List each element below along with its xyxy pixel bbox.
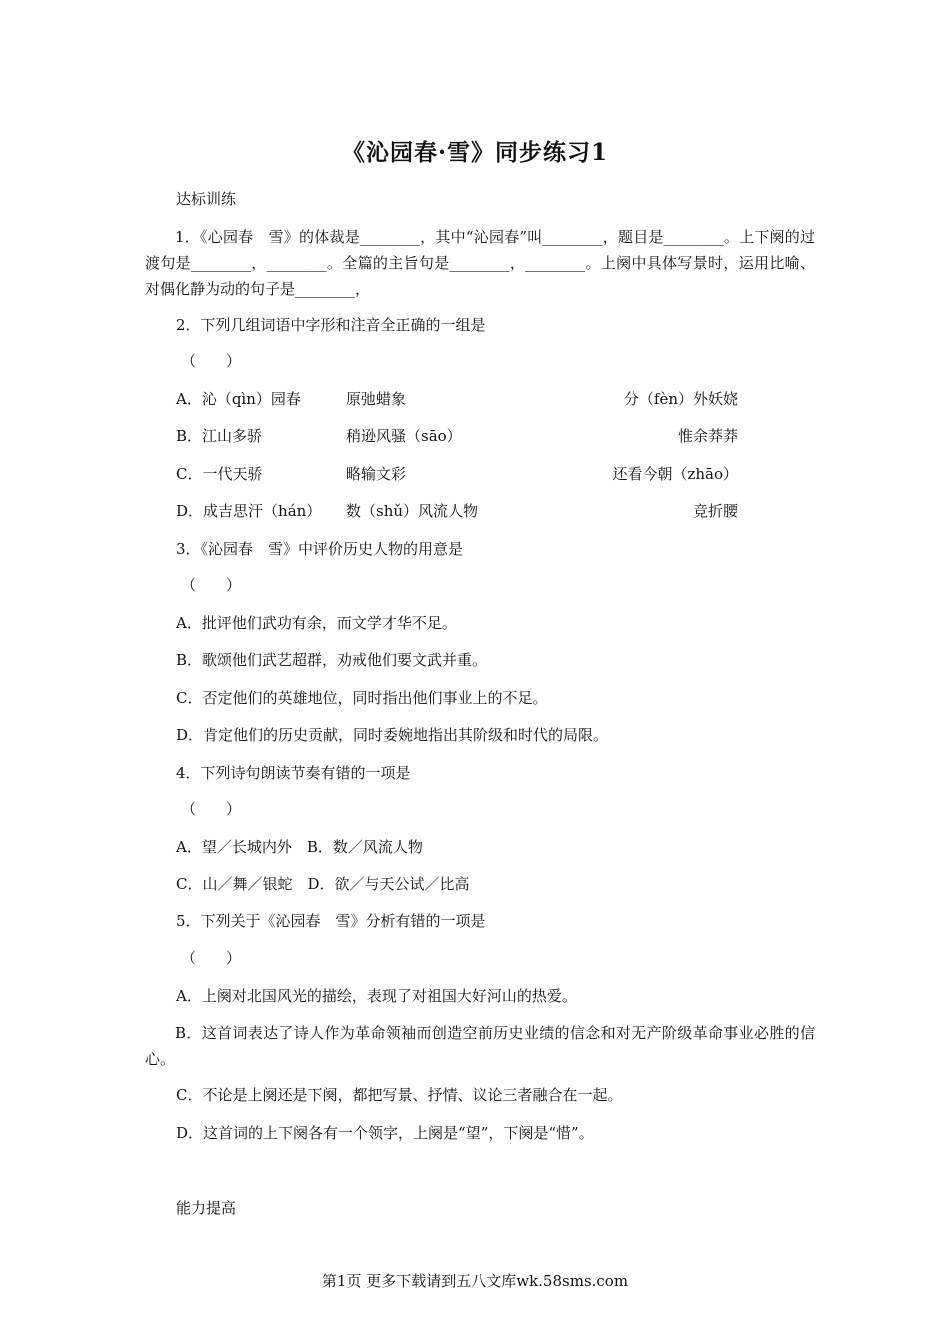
- q2-option-c-col2: 略输文彩: [346, 465, 407, 483]
- q5-option-a: A．上阕对北国风光的描绘，表现了对祖国大好河山的热爱。: [176, 987, 577, 1005]
- question-4-answer-paren: （ ）: [181, 800, 242, 818]
- q2-option-a-col3: 分（fèn）外妖娆: [623, 390, 738, 408]
- section-heading-advanced: 能力提高: [176, 1199, 237, 1217]
- question-5-stem: 5．下列关于《沁园春 雪》分析有错的一项是: [176, 912, 486, 930]
- q2-option-d-col3: 竞折腰: [692, 502, 738, 520]
- q2-option-c-col1: C．一代天骄: [176, 465, 263, 483]
- question-1-text: 1．《心园春 雪》的体裁是________，其中“沁园春”叫________，题目是________。上下阕的过渡句是________，________。全篇的主旨句是________，________。上阕中具体写景时，运用比喻、对偶化静为动的句子是________，: [145, 228, 815, 298]
- question-2-stem: 2．下列几组词语中字形和注音全正确的一组是: [176, 316, 486, 334]
- q2-option-a-col2: 原弛蜡象: [346, 390, 407, 408]
- q2-option-d-col2: 数（shǔ）风流人物: [346, 502, 479, 520]
- question-2-answer-paren: （ ）: [181, 352, 242, 370]
- section-heading-standard: 达标训练: [176, 190, 237, 208]
- q2-option-c-col3: 还看今朝（zhāo）: [612, 465, 738, 483]
- q2-option-d-col1: D．成吉思汗（hán）: [176, 502, 322, 520]
- q4-options-ab: A．望／长城内外 B．数／风流人物: [176, 838, 423, 856]
- page-title: 《沁园春·雪》同步练习1: [341, 139, 608, 166]
- q5-option-d: D．这首词的上下阕各有一个领字，上阕是“望”，下阕是“惜”。: [176, 1124, 594, 1142]
- question-3-stem: 3．《沁园春 雪》中评价历史人物的用意是: [176, 540, 464, 558]
- q2-option-b-col3: 惟余莽莽: [677, 427, 738, 445]
- page-footer: 第1页 更多下载请到五八文库wk.58sms.com: [321, 1272, 629, 1290]
- q2-option-b-col1: B．江山多骄: [176, 427, 263, 445]
- q3-option-a: A．批评他们武功有余，而文学才华不足。: [176, 614, 457, 632]
- q3-option-d: D．肯定他们的历史贡献，同时委婉地指出其阶级和时代的局限。: [176, 726, 609, 744]
- q2-option-a-col1: A．沁（qìn）园春: [176, 390, 301, 408]
- q2-option-b-col2: 稍逊风骚（sāo）: [346, 427, 462, 445]
- q3-option-c: C．否定他们的英雄地位，同时指出他们事业上的不足。: [176, 689, 548, 707]
- q5-option-b: B．这首词表达了诗人作为革命领袖而创造空前历史业绩的信念和对无产阶级革命事业必胜的信心。: [145, 1024, 815, 1068]
- question-3-answer-paren: （ ）: [181, 576, 242, 594]
- q3-option-b: B．歌颂他们武艺超群，劝戒他们要文武并重。: [176, 651, 488, 669]
- q4-options-cd: C．山／舞／银蛇 D．欲／与天公试／比高: [176, 875, 470, 893]
- question-5-answer-paren: （ ）: [181, 949, 242, 967]
- q5-option-c: C．不论是上阕还是下阕，都把写景、抒情、议论三者融合在一起。: [176, 1086, 623, 1104]
- question-4-stem: 4．下列诗句朗读节奏有错的一项是: [176, 764, 411, 782]
